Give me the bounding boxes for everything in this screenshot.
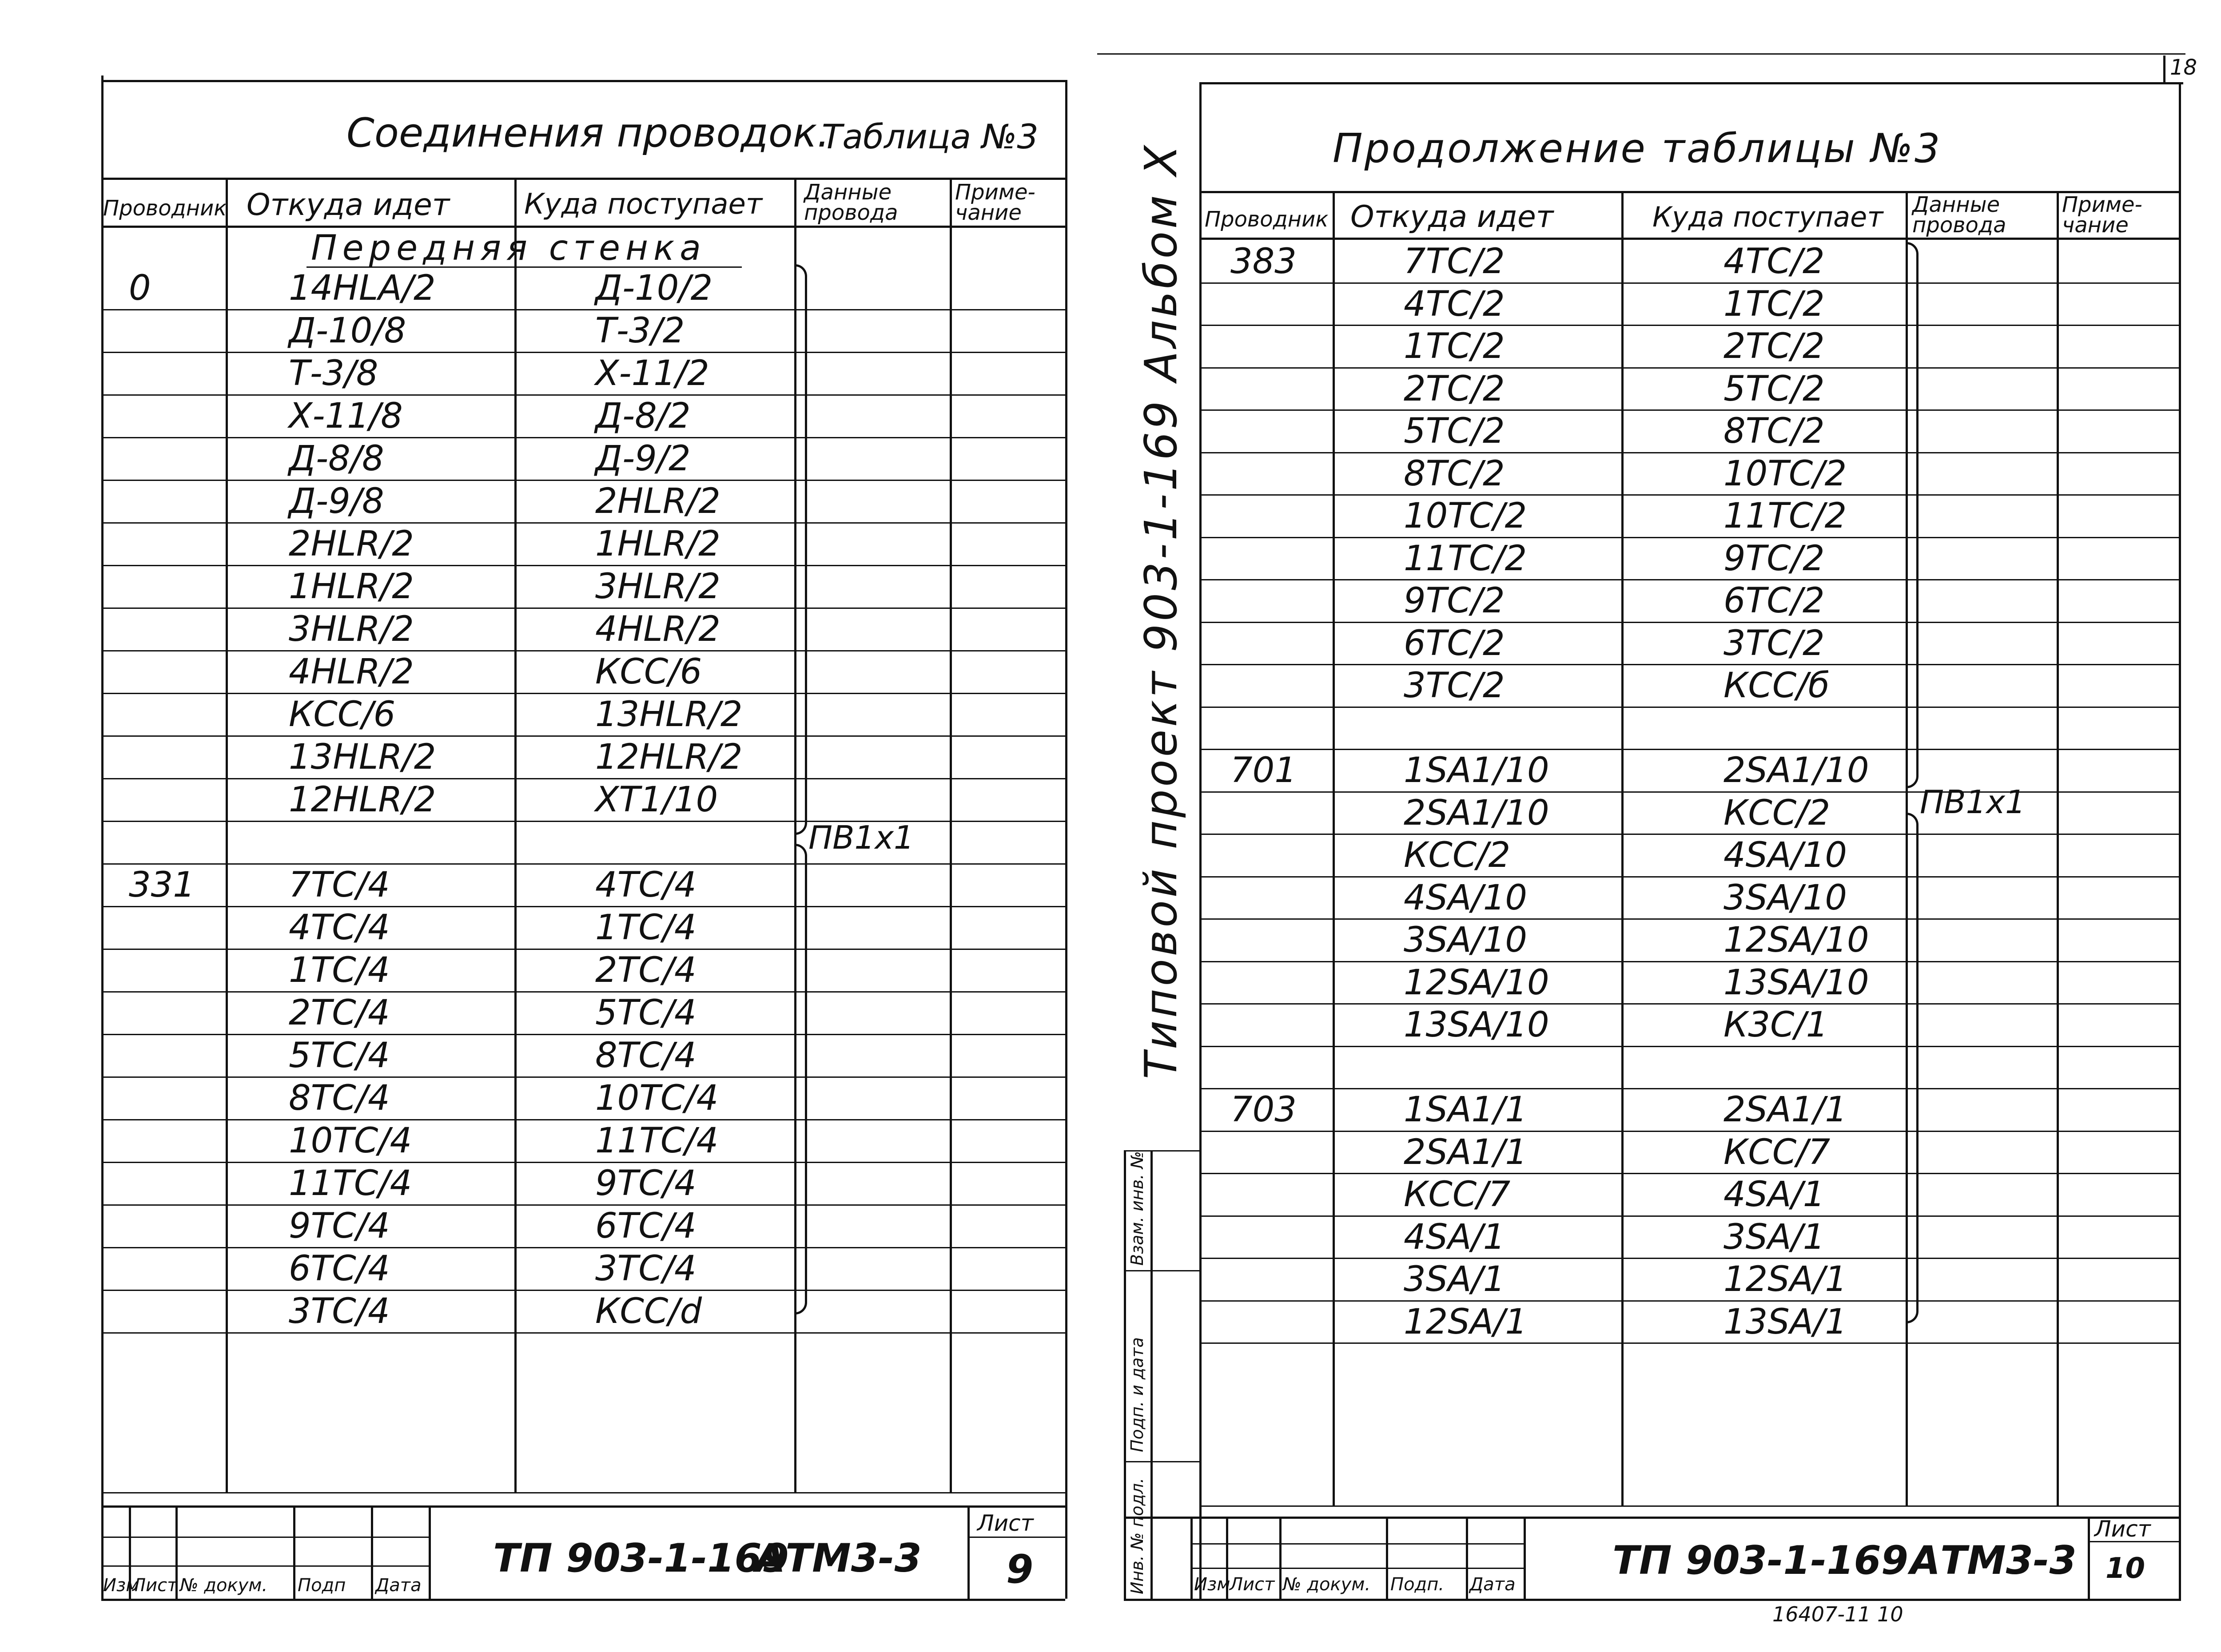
cell-wire: 0 [129, 268, 151, 308]
cell-to: 8TC/2 [1723, 411, 1825, 451]
left-header-wire: Проводник [103, 196, 227, 221]
right-stamp-div-7 [2088, 1517, 2090, 1599]
left-title: Соединения проводок. [346, 110, 830, 156]
cell-from: КСС/2 [1404, 835, 1511, 875]
cell-from: Д-9/8 [289, 481, 384, 521]
left-table-number: Таблица №3 [822, 117, 1039, 156]
row-rule [1199, 622, 2179, 623]
right-header-note: Приме-чание [2062, 192, 2142, 238]
cell-from: 3HLR/2 [289, 609, 414, 649]
row-rule [101, 821, 1065, 822]
cell-to: 12SA/1 [1723, 1259, 1847, 1299]
right-side-stamp-sign: Подп. и дата [1127, 1337, 1147, 1452]
cell-to: 11TC/2 [1723, 496, 1847, 536]
cell-to: 4TC/4 [595, 865, 697, 905]
left-stamp-row-2 [101, 1565, 429, 1567]
left-stamp-code: ТП 903-1-169 [493, 1535, 789, 1581]
left-header-to: Куда поступает [524, 188, 763, 221]
cell-to: 13SA/1 [1723, 1302, 1847, 1342]
cell-from: 4SA/10 [1404, 878, 1528, 918]
cell-to: XT1/10 [595, 780, 718, 820]
right-side-stamp-replace: Взам. инв. № [1127, 1151, 1147, 1266]
row-rule [1199, 664, 2179, 665]
right-stamp-top [1124, 1517, 2179, 1519]
row-rule [1199, 791, 2179, 793]
cell-from: 10TC/2 [1404, 496, 1527, 536]
left-stamp-list-number: 9 [1006, 1546, 1034, 1592]
right-brace-lower [1907, 813, 1918, 1323]
right-frame-right [2179, 82, 2181, 1599]
cell-wire: 703 [1230, 1090, 1297, 1130]
cell-from: 11TC/2 [1404, 538, 1527, 579]
right-brace-upper [1907, 242, 1918, 788]
cell-from: 7TC/2 [1404, 242, 1505, 282]
row-rule [101, 1290, 1065, 1291]
left-header-data: Данные провода [804, 180, 898, 225]
cell-to: 2SA1/10 [1723, 751, 1869, 790]
cell-from: КСС/6 [289, 695, 396, 735]
cell-to: 4SA/1 [1723, 1175, 1825, 1215]
row-rule [1199, 961, 2179, 962]
left-stamp-col-doc: № докум. [180, 1575, 268, 1596]
cell-from: 1SA1/1 [1404, 1090, 1528, 1130]
right-page-corner: 18 [2170, 55, 2197, 80]
right-frame-left [1199, 82, 1202, 1599]
row-rule [1199, 1088, 2179, 1089]
cell-to: К3С/1 [1723, 1005, 1828, 1045]
cell-from: 2TC/2 [1404, 369, 1505, 409]
right-bottom-note: 16407-11 10 [1772, 1602, 1903, 1626]
cell-to: 6TC/2 [1723, 581, 1825, 621]
cell-to: 1TC/4 [595, 908, 697, 948]
right-stamp-div-3 [1279, 1517, 1282, 1599]
left-stamp-list-label: Лист [977, 1510, 1034, 1536]
cell-to: КСС/7 [1723, 1132, 1831, 1172]
cell-from: 2HLR/2 [289, 524, 414, 564]
row-rule [101, 1204, 1065, 1206]
row-rule [1199, 579, 2179, 580]
left-stamp-row-1 [101, 1537, 429, 1538]
cell-from: 8TC/2 [1404, 453, 1505, 494]
right-header-top [1199, 191, 2179, 193]
row-rule [101, 1332, 1065, 1334]
row-rule [1199, 494, 2179, 496]
row-rule [101, 394, 1065, 396]
cell-from: 12SA/1 [1404, 1302, 1528, 1342]
cell-wire: 383 [1230, 242, 1297, 282]
right-side-strip-mid [1150, 1150, 1153, 1599]
row-rule [101, 778, 1065, 779]
cell-to: КСС/6 [595, 652, 702, 692]
right-header-data: Данные провода [1912, 192, 2006, 238]
right-table-bottom [1199, 1505, 2179, 1507]
right-side-text: Типовой проект 903-1-169 Альбом X [1135, 143, 1187, 1079]
cell-to: 13HLR/2 [595, 695, 743, 735]
right-side-stamp-inv: Инв. № подл. [1127, 1477, 1147, 1594]
right-stamp-col-doc: № докум. [1283, 1574, 1371, 1595]
row-rule [1199, 1215, 2179, 1217]
right-side-strip-left [1124, 1150, 1126, 1599]
row-rule [1199, 409, 2179, 411]
row-rule [1199, 707, 2179, 708]
row-rule [1199, 876, 2179, 878]
cell-from: 3TC/2 [1404, 666, 1505, 706]
cell-from: 4SA/1 [1404, 1217, 1505, 1257]
cell-to: 9TC/2 [1723, 538, 1825, 579]
cell-from: 5TC/2 [1404, 411, 1505, 451]
cell-to: 12SA/10 [1723, 920, 1869, 960]
cell-from: 3SA/1 [1404, 1259, 1505, 1299]
cell-to: 4HLR/2 [595, 609, 720, 649]
right-stamp-row-1 [1190, 1543, 1524, 1545]
left-header-from: Откуда идет [247, 187, 450, 222]
right-corner-box [2163, 56, 2165, 84]
cell-to: КСС/2 [1723, 793, 1831, 833]
right-frame-bottom [1124, 1599, 2181, 1601]
left-brace-lower [795, 844, 807, 1314]
right-title: Продолжение таблицы №3 [1333, 125, 1942, 172]
right-col-1 [1333, 191, 1335, 1505]
cell-from: 1TC/4 [289, 950, 390, 990]
row-rule [101, 650, 1065, 651]
left-frame-bottom [101, 1599, 1065, 1601]
left-header-bottom [101, 226, 1065, 228]
cell-from: 2SA1/10 [1404, 793, 1549, 833]
right-frame-top [1199, 82, 2183, 84]
left-frame-right [1065, 80, 1067, 1599]
cell-wire: 331 [129, 865, 195, 905]
cell-to: 3HLR/2 [595, 567, 720, 607]
cell-from: 1TC/2 [1404, 326, 1505, 366]
left-stamp-div-5 [429, 1505, 431, 1599]
right-header-bottom [1199, 238, 2179, 240]
cell-from: Т-3/8 [289, 353, 378, 393]
right-stamp-col-date: Дата [1469, 1574, 1516, 1595]
row-rule [1199, 1046, 2179, 1047]
cell-to: КСС/d [595, 1291, 702, 1331]
cell-to: 9TC/4 [595, 1164, 697, 1203]
right-header-from: Откуда идет [1350, 199, 1554, 234]
cell-from: 7TC/4 [289, 865, 390, 905]
left-col-4 [950, 178, 952, 1492]
row-rule [1199, 1300, 2179, 1302]
cell-from: КСС/7 [1404, 1175, 1511, 1215]
cell-from: 5TC/4 [289, 1036, 390, 1076]
right-stamp-div-4 [1386, 1517, 1388, 1599]
right-col-4 [2057, 191, 2059, 1505]
row-rule [101, 608, 1065, 609]
left-stamp-col-list: Лист [132, 1575, 178, 1596]
row-rule [101, 1034, 1065, 1035]
cell-to: 12HLR/2 [595, 737, 743, 777]
left-col-2 [514, 178, 517, 1492]
cell-to: 3SA/1 [1723, 1217, 1825, 1257]
cell-from: Д-8/8 [289, 439, 384, 479]
row-rule [101, 863, 1065, 865]
row-rule [101, 522, 1065, 524]
row-rule [101, 309, 1065, 310]
cell-from: 4TC/2 [1404, 284, 1505, 324]
row-rule [1199, 1342, 2179, 1344]
row-rule [1199, 282, 2179, 284]
cell-from: 2TC/4 [289, 993, 390, 1033]
right-stamp-col-izm: Изм [1194, 1574, 1230, 1595]
left-stamp-list-line [967, 1537, 1065, 1538]
cell-from: 3TC/4 [289, 1291, 390, 1331]
cell-from: 12SA/10 [1404, 962, 1549, 1003]
left-header-note: Приме-чание [955, 180, 1035, 225]
left-section-title: Передняя стенка [311, 228, 706, 268]
right-header-wire: Проводник [1205, 207, 1329, 232]
right-stamp-list-number: 10 [2106, 1552, 2145, 1585]
left-stamp-col-sign: Подп [298, 1575, 346, 1596]
cell-to: 13SA/10 [1723, 962, 1869, 1003]
row-rule [101, 693, 1065, 694]
cell-to: 2HLR/2 [595, 481, 720, 521]
row-rule [1199, 537, 2179, 538]
left-frame-left [101, 75, 103, 1599]
left-stamp-div-6 [967, 1505, 970, 1599]
cell-to: КСС/б [1723, 666, 1830, 706]
right-stamp-col-sign: Подп. [1390, 1574, 1445, 1595]
cell-to: 1TC/2 [1723, 284, 1825, 324]
cell-to: 4SA/10 [1723, 835, 1847, 875]
row-rule [101, 735, 1065, 737]
cell-from: 1SA1/10 [1404, 751, 1549, 790]
left-section-underline [306, 266, 742, 268]
cell-to: Д-8/2 [595, 396, 691, 436]
cell-to: Т-3/2 [595, 311, 685, 351]
cell-to: 11TC/4 [595, 1121, 719, 1161]
right-stamp-div-1 [1190, 1517, 1193, 1599]
left-brace-upper [795, 264, 807, 835]
left-frame-top [101, 80, 1065, 82]
row-rule [1199, 1173, 2179, 1174]
cell-to: 5TC/4 [595, 993, 697, 1033]
cell-to: 10TC/4 [595, 1078, 719, 1118]
cell-from: 12HLR/2 [289, 780, 436, 820]
cell-to: 8TC/4 [595, 1036, 697, 1076]
left-stamp-div-3 [293, 1505, 295, 1599]
row-rule [101, 565, 1065, 566]
row-rule [101, 949, 1065, 950]
cell-from: 3SA/10 [1404, 920, 1528, 960]
row-rule [1199, 749, 2179, 750]
cell-from: 14HLA/2 [289, 268, 436, 308]
left-stamp-top [101, 1505, 1065, 1508]
cell-from: 6TC/4 [289, 1249, 390, 1289]
cell-to: 5TC/2 [1723, 369, 1825, 409]
row-rule [101, 906, 1065, 907]
cell-to: 2TC/4 [595, 950, 697, 990]
row-rule [1199, 452, 2179, 453]
right-wire-data: ПВ1х1 [1920, 783, 2026, 821]
row-rule [1199, 367, 2179, 369]
right-stamp-row-2 [1190, 1568, 1524, 1569]
right-stamp-div-6 [1524, 1517, 1526, 1599]
row-rule [101, 1247, 1065, 1248]
left-header-top [101, 178, 1065, 180]
cell-to: 1HLR/2 [595, 524, 720, 564]
right-header-to: Куда поступает [1652, 201, 1883, 233]
right-stamp-sheet-code: АТМ3-3 [1910, 1537, 2077, 1583]
cell-from: 6TC/2 [1404, 623, 1505, 663]
left-stamp-sheet-code: АТМ3-3 [755, 1535, 922, 1581]
row-rule [101, 1119, 1065, 1120]
cell-from: 9TC/4 [289, 1206, 390, 1246]
cell-from: 1HLR/2 [289, 567, 414, 607]
left-wire-data: ПВ1х1 [808, 819, 914, 856]
cell-from: 4HLR/2 [289, 652, 414, 692]
left-stamp-col-izm: Изм [103, 1575, 139, 1596]
row-rule [1199, 834, 2179, 835]
right-stamp-code: ТП 903-1-169 [1612, 1537, 1908, 1583]
row-rule [1199, 1131, 2179, 1132]
row-rule [1199, 1258, 2179, 1259]
cell-to: 3TC/4 [595, 1249, 697, 1289]
cell-to: 4TC/2 [1723, 242, 1825, 282]
cell-to: Х-11/2 [595, 353, 709, 393]
right-side-strip-line-1 [1124, 1270, 1199, 1271]
cell-from: 13SA/10 [1404, 1005, 1549, 1045]
row-rule [101, 437, 1065, 438]
left-table-bottom [101, 1492, 1065, 1493]
cell-from: 8TC/4 [289, 1078, 390, 1118]
row-rule [101, 352, 1065, 353]
cell-from: 9TC/2 [1404, 581, 1505, 621]
row-rule [1199, 918, 2179, 920]
cell-from: Х-11/8 [289, 396, 403, 436]
left-stamp-col-date: Дата [375, 1575, 422, 1596]
right-stamp-div-5 [1466, 1517, 1468, 1599]
right-stamp-list-label: Лист [2094, 1516, 2151, 1542]
row-rule [101, 1076, 1065, 1078]
cell-to: 6TC/4 [595, 1206, 697, 1246]
cell-to: 3SA/10 [1723, 878, 1847, 918]
cell-from: 2SA1/1 [1404, 1132, 1528, 1172]
cell-from: 10TC/4 [289, 1121, 412, 1161]
cell-to: 10TC/2 [1723, 453, 1847, 494]
cell-to: Д-10/2 [595, 268, 713, 308]
cell-to: 3TC/2 [1723, 623, 1825, 663]
row-rule [1199, 1003, 2179, 1005]
cell-from: 11TC/4 [289, 1164, 412, 1203]
cell-wire: 701 [1230, 751, 1297, 790]
row-rule [101, 480, 1065, 481]
left-col-1 [226, 178, 228, 1492]
row-rule [1199, 325, 2179, 326]
right-col-2 [1621, 191, 1624, 1505]
row-rule [101, 1162, 1065, 1163]
cell-to: Д-9/2 [595, 439, 691, 479]
right-side-strip-line-2 [1124, 1461, 1199, 1462]
left-stamp-div-4 [371, 1505, 373, 1599]
cell-from: 4TC/4 [289, 908, 390, 948]
right-stamp-col-list: Лист [1230, 1574, 1275, 1595]
cell-from: Д-10/8 [289, 311, 406, 351]
cell-from: 13HLR/2 [289, 737, 436, 777]
cell-to: 2TC/2 [1723, 326, 1825, 366]
row-rule [101, 991, 1065, 993]
right-top-border [1097, 53, 2185, 55]
cell-to: 2SA1/1 [1723, 1090, 1847, 1130]
